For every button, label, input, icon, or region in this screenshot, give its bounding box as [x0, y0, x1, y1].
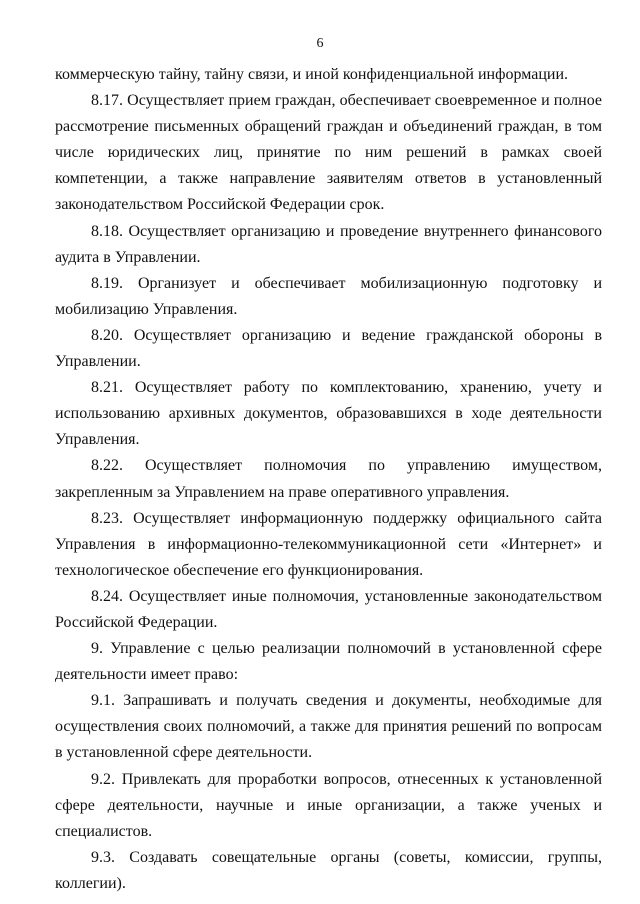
paragraph-8-18: 8.18. Осуществляет организацию и проведение внутреннего финансового аудита в Управлении. — [55, 222, 602, 266]
paragraph-8-17: 8.17. Осуществляет прием граждан, обеспечивает своевременное и полное рассмотрение письменных обращений граждан и объединений граждан, в том числе юридических лиц, принятие по ним решений в рамках своей компетенции, а также направление заявителям ответов в установленный законодательством Российской Федерации срок. — [55, 92, 602, 214]
paragraph-9-2: 9.2. Привлекать для проработки вопросов, отнесенных к установленной сфере деятельности, научные и иные организации, а также ученых и специалистов. — [55, 770, 602, 840]
page-number: 6 — [316, 36, 324, 51]
paragraph-9: 9. Управление с целью реализации полномочий в установленной сфере деятельности имеет право: — [55, 640, 602, 684]
paragraph-8-19: 8.19. Организует и обеспечивает мобилизационную подготовку и мобилизацию Управления. — [55, 274, 602, 318]
paragraph-continuation: коммерческую тайну, тайну связи, и иной конфиденциальной информации. — [55, 66, 569, 83]
paragraph-8-24: 8.24. Осуществляет иные полномочия, установленные законодательством Российской Федерации. — [55, 587, 602, 631]
paragraph-9-3: 9.3. Создавать совещательные органы (советы, комиссии, группы, коллегии). — [55, 848, 602, 892]
paragraph-8-23: 8.23. Осуществляет информационную поддержку официального сайта Управления в информационно-телекоммуникационной сети «Интернет» и технологическое обеспечение его функционирования. — [55, 509, 602, 579]
paragraph-8-20: 8.20. Осуществляет организацию и ведение гражданской обороны в Управлении. — [55, 326, 602, 371]
paragraph-9-1: 9.1. Запрашивать и получать сведения и документы, необходимые для осуществления своих полномочий, а также для принятия решений по вопросам в установленной сфере деятельности. — [55, 692, 602, 762]
paragraph-8-22: 8.22. Осуществляет полномочия по управлению имуществом, закрепленным за Управлением на праве оперативного управления. — [55, 457, 602, 501]
paragraph-8-21: 8.21. Осуществляет работу по комплектованию, хранению, учету и использованию архивных документов, образовавшихся в ходе деятельности Управления. — [55, 379, 602, 449]
document-body — [55, 62, 602, 897]
